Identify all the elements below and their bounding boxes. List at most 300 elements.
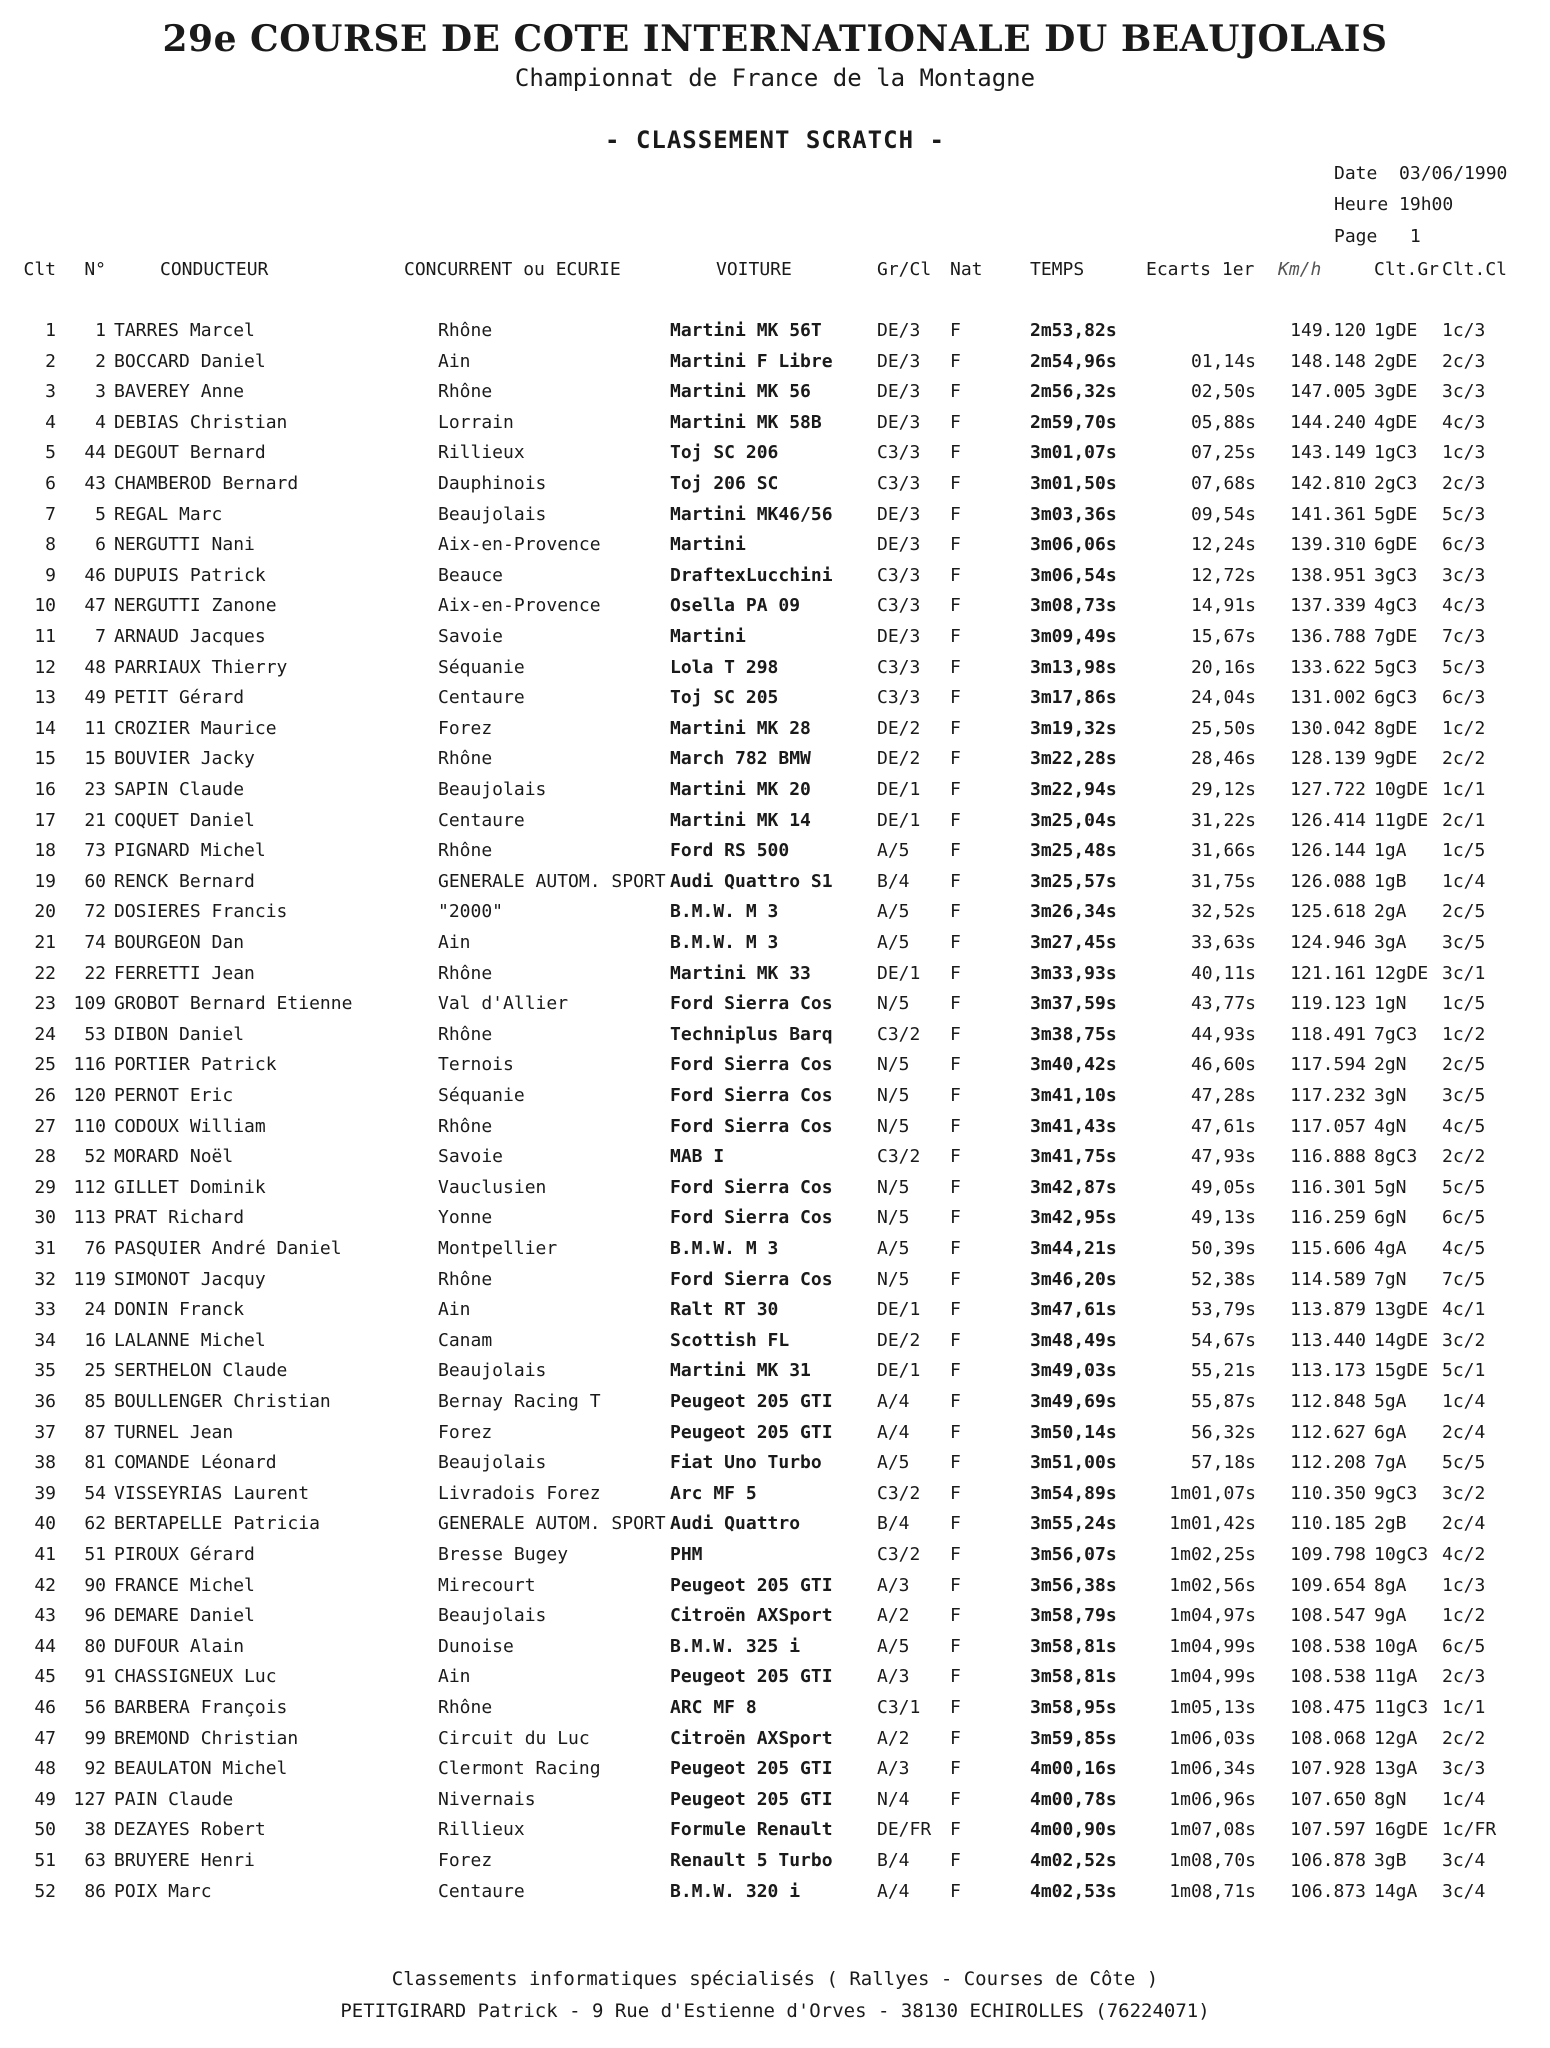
nationality-cell: F	[950, 656, 961, 678]
group-class-cell: DE/3	[877, 503, 921, 525]
time-cell: 2m59,70s	[1030, 411, 1117, 433]
table-row	[0, 1756, 1550, 1782]
car-cell: Martini MK 56T	[670, 320, 822, 341]
driver-cell: LALANNE Michel	[114, 1329, 266, 1351]
rank-cell: 33	[34, 1299, 56, 1321]
group-class-cell: A/5	[877, 840, 910, 862]
table-row	[0, 961, 1550, 987]
class-rank-cell: 1c/2	[1442, 717, 1486, 739]
time-cell: 3m25,57s	[1030, 870, 1117, 892]
team-cell: Séquanie	[438, 1085, 525, 1106]
number-cell: 63	[84, 1850, 106, 1871]
rank-cell: 44	[34, 1635, 56, 1657]
gap-cell: 05,88s	[1190, 411, 1256, 433]
nationality-cell: F	[950, 1421, 961, 1443]
group-class-cell: B/4	[877, 870, 910, 892]
number-cell: 90	[84, 1574, 106, 1596]
group-rank-cell: 8gC3	[1374, 1146, 1418, 1168]
time-cell: 3m46,20s	[1030, 1268, 1117, 1290]
class-rank-cell: 7c/5	[1442, 1268, 1486, 1290]
speed-cell: 112.208	[1290, 1452, 1366, 1474]
gap-cell: 47,28s	[1190, 1085, 1256, 1106]
group-rank-cell: 10gA	[1374, 1635, 1418, 1657]
table-row	[0, 1328, 1550, 1354]
driver-cell: BREMOND Christian	[114, 1727, 299, 1749]
nationality-cell: F	[950, 1482, 961, 1504]
class-rank-cell: 1c/FR	[1442, 1819, 1497, 1841]
car-cell: Audi Quattro	[670, 1513, 801, 1535]
class-rank-cell: 5c/5	[1442, 1176, 1486, 1198]
car-cell: Ralt RT 30	[670, 1299, 779, 1321]
car-cell: Peugeot 205 GTI	[670, 1391, 833, 1412]
driver-cell: COMANDE Léonard	[114, 1452, 277, 1474]
rank-cell: 25	[34, 1054, 56, 1076]
gap-cell: 1m06,34s	[1169, 1758, 1256, 1780]
car-cell: Ford Sierra Cos	[670, 1054, 833, 1076]
rank-cell: 20	[34, 901, 56, 923]
rank-cell: 46	[34, 1697, 56, 1718]
nationality-cell: F	[950, 626, 961, 647]
team-cell: Rhône	[438, 1115, 493, 1137]
class-rank-cell: 1c/4	[1442, 870, 1486, 892]
number-cell: 62	[84, 1513, 106, 1535]
nationality-cell: F	[950, 1268, 961, 1290]
driver-cell: CHASSIGNEUX Luc	[114, 1666, 277, 1688]
rank-cell: 2	[45, 350, 56, 372]
speed-cell: 108.068	[1290, 1727, 1366, 1749]
car-cell: MAB I	[670, 1146, 725, 1168]
rank-cell: 23	[34, 993, 56, 1015]
table-row	[0, 410, 1550, 436]
car-cell: Citroën AXSport	[670, 1727, 833, 1749]
team-cell: Forez	[438, 1421, 493, 1443]
group-class-cell: C3/3	[877, 564, 921, 586]
group-rank-cell: 14gA	[1374, 1880, 1418, 1902]
group-class-cell: C3/3	[877, 595, 921, 617]
group-class-cell: N/4	[877, 1788, 910, 1810]
rank-cell: 45	[34, 1666, 56, 1688]
gap-cell: 47,61s	[1190, 1115, 1256, 1137]
gap-cell: 57,18s	[1190, 1452, 1256, 1474]
class-rank-cell: 3c/5	[1442, 1085, 1486, 1106]
nationality-cell: F	[950, 595, 961, 617]
time-cell: 3m55,24s	[1030, 1513, 1117, 1535]
speed-cell: 115.606	[1290, 1238, 1366, 1259]
rank-cell: 22	[34, 962, 56, 984]
gap-cell: 55,21s	[1190, 1360, 1256, 1382]
driver-cell: DIBON Daniel	[114, 1023, 245, 1045]
rank-cell: 14	[34, 717, 56, 739]
time-cell: 3m41,10s	[1030, 1085, 1117, 1106]
team-cell: Ain	[438, 1299, 471, 1321]
rank-cell: 11	[34, 626, 56, 647]
group-rank-cell: 11gC3	[1374, 1697, 1429, 1718]
car-cell: Martini MK 28	[670, 717, 811, 739]
class-rank-cell: 3c/3	[1442, 1758, 1486, 1780]
group-rank-cell: 4gDE	[1374, 411, 1418, 433]
team-cell: Aix-en-Provence	[438, 534, 601, 556]
group-class-cell: B/4	[877, 1513, 910, 1535]
rank-cell: 42	[34, 1574, 56, 1596]
class-rank-cell: 3c/5	[1442, 932, 1486, 953]
time-cell: 3m58,79s	[1030, 1605, 1117, 1627]
group-class-cell: A/4	[877, 1391, 910, 1412]
driver-cell: NERGUTTI Zanone	[114, 595, 277, 617]
team-cell: Forez	[438, 717, 493, 739]
table-row	[0, 593, 1550, 619]
group-rank-cell: 2gA	[1374, 901, 1407, 923]
speed-cell: 124.946	[1290, 932, 1366, 953]
table-row	[0, 440, 1550, 466]
class-rank-cell: 1c/3	[1442, 442, 1486, 464]
time-cell: 3m27,45s	[1030, 932, 1117, 953]
gap-cell: 47,93s	[1190, 1146, 1256, 1168]
driver-cell: BOCCARD Daniel	[114, 350, 266, 372]
time-cell: 3m33,93s	[1030, 962, 1117, 984]
header-time: TEMPS	[1030, 259, 1085, 280]
time-cell: 3m03,36s	[1030, 503, 1117, 525]
rank-cell: 3	[45, 381, 56, 403]
team-cell: Bresse Bugey	[438, 1544, 569, 1565]
team-cell: Beaujolais	[438, 779, 547, 800]
team-cell: Séquanie	[438, 656, 525, 678]
table-row	[0, 930, 1550, 956]
time-cell: 3m56,07s	[1030, 1544, 1117, 1565]
group-class-cell: DE/1	[877, 962, 921, 984]
time-cell: 3m58,81s	[1030, 1666, 1117, 1688]
team-cell: Livradois Forez	[438, 1482, 601, 1504]
group-class-cell: N/5	[877, 1268, 910, 1290]
gap-cell: 1m02,56s	[1169, 1574, 1256, 1596]
number-cell: 46	[84, 564, 106, 586]
rank-cell: 50	[34, 1819, 56, 1841]
rank-cell: 15	[34, 748, 56, 770]
speed-cell: 137.339	[1290, 595, 1366, 617]
group-class-cell: A/3	[877, 1574, 910, 1596]
table-row	[0, 1175, 1550, 1201]
table-row	[0, 746, 1550, 772]
speed-cell: 142.810	[1290, 473, 1366, 494]
rank-cell: 41	[34, 1544, 56, 1565]
rank-cell: 17	[34, 809, 56, 831]
nationality-cell: F	[950, 1023, 961, 1045]
number-cell: 85	[84, 1391, 106, 1412]
table-row	[0, 1787, 1550, 1813]
rank-cell: 7	[45, 503, 56, 525]
table-row	[0, 869, 1550, 895]
rank-cell: 18	[34, 840, 56, 862]
gap-cell: 28,46s	[1190, 748, 1256, 770]
driver-cell: DEMARE Daniel	[114, 1605, 255, 1627]
nationality-cell: F	[950, 381, 961, 403]
car-cell: B.M.W. M 3	[670, 932, 779, 953]
speed-cell: 112.848	[1290, 1391, 1366, 1412]
class-rank-cell: 6c/5	[1442, 1207, 1486, 1229]
time-label: Heure 19h00	[1334, 194, 1454, 215]
car-cell: B.M.W. M 3	[670, 901, 779, 923]
table-row	[0, 1726, 1550, 1752]
team-cell: Rhône	[438, 320, 493, 341]
speed-cell: 130.042	[1290, 717, 1366, 739]
class-rank-cell: 3c/1	[1442, 962, 1486, 984]
class-rank-cell: 1c/4	[1442, 1788, 1486, 1810]
gap-cell: 31,22s	[1190, 809, 1256, 831]
table-row	[0, 808, 1550, 834]
nationality-cell: F	[950, 748, 961, 770]
team-cell: Beaujolais	[438, 1452, 547, 1474]
time-cell: 3m49,03s	[1030, 1360, 1117, 1382]
group-class-cell: C3/3	[877, 473, 921, 494]
time-cell: 3m06,54s	[1030, 564, 1117, 586]
nationality-cell: F	[950, 1391, 961, 1412]
group-rank-cell: 1gC3	[1374, 442, 1418, 464]
group-class-cell: A/5	[877, 1452, 910, 1474]
team-cell: Centaure	[438, 1880, 525, 1902]
header-class-rank: Clt.Cl	[1442, 259, 1508, 280]
driver-cell: DEZAYES Robert	[114, 1819, 266, 1841]
speed-cell: 108.538	[1290, 1666, 1366, 1688]
gap-cell: 1m01,42s	[1169, 1513, 1256, 1535]
class-rank-cell: 1c/3	[1442, 320, 1486, 341]
group-class-cell: DE/2	[877, 717, 921, 739]
driver-cell: PAIN Claude	[114, 1788, 234, 1810]
nationality-cell: F	[950, 962, 961, 984]
group-class-cell: DE/3	[877, 534, 921, 556]
number-cell: 22	[84, 962, 106, 984]
team-cell: Clermont Racing	[438, 1758, 601, 1780]
table-row	[0, 1542, 1550, 1568]
team-cell: Beauce	[438, 564, 504, 586]
class-rank-cell: 2c/1	[1442, 809, 1486, 831]
driver-cell: BEAULATON Michel	[114, 1758, 288, 1780]
group-class-cell: A/3	[877, 1666, 910, 1688]
group-rank-cell: 9gC3	[1374, 1482, 1418, 1504]
driver-cell: SAPIN Claude	[114, 779, 245, 800]
group-rank-cell: 15gDE	[1374, 1360, 1429, 1382]
time-cell: 2m53,82s	[1030, 320, 1117, 341]
group-rank-cell: 12gDE	[1374, 962, 1429, 984]
team-cell: Savoie	[438, 626, 504, 647]
number-cell: 72	[84, 901, 106, 923]
time-cell: 3m40,42s	[1030, 1054, 1117, 1076]
speed-cell: 141.361	[1290, 503, 1366, 525]
driver-cell: BOURGEON Dan	[114, 932, 245, 953]
team-cell: Canam	[438, 1329, 493, 1351]
driver-cell: PASQUIER André Daniel	[114, 1238, 342, 1259]
number-cell: 47	[84, 595, 106, 617]
table-row	[0, 685, 1550, 711]
car-cell: Techniplus Barq	[670, 1023, 833, 1045]
nationality-cell: F	[950, 473, 961, 494]
table-row	[0, 532, 1550, 558]
driver-cell: PERNOT Eric	[114, 1085, 234, 1106]
rank-cell: 37	[34, 1421, 56, 1443]
nationality-cell: F	[950, 1635, 961, 1657]
group-rank-cell: 7gDE	[1374, 626, 1418, 647]
number-cell: 23	[84, 779, 106, 800]
table-row	[0, 838, 1550, 864]
rank-cell: 12	[34, 656, 56, 678]
rank-cell: 1	[45, 320, 56, 341]
speed-cell: 125.618	[1290, 901, 1366, 923]
group-class-cell: C3/3	[877, 656, 921, 678]
class-rank-cell: 2c/4	[1442, 1513, 1486, 1535]
class-rank-cell: 1c/2	[1442, 1023, 1486, 1045]
car-cell: Osella PA 09	[670, 595, 801, 617]
team-cell: Rillieux	[438, 1819, 525, 1841]
car-cell: Peugeot 205 GTI	[670, 1788, 833, 1810]
table-row	[0, 1389, 1550, 1415]
table-row	[0, 624, 1550, 650]
driver-cell: SIMONOT Jacquy	[114, 1268, 266, 1290]
number-cell: 60	[84, 870, 106, 892]
car-cell: Martini	[670, 626, 746, 647]
class-rank-cell: 5c/1	[1442, 1360, 1486, 1382]
group-class-cell: C3/2	[877, 1544, 921, 1565]
header-team: CONCURRENT ou ECURIE	[404, 259, 621, 280]
team-cell: Nivernais	[438, 1788, 536, 1810]
driver-cell: DEBIAS Christian	[114, 411, 288, 433]
class-rank-cell: 2c/5	[1442, 1054, 1486, 1076]
nationality-cell: F	[950, 1054, 961, 1076]
driver-cell: TARRES Marcel	[114, 320, 255, 341]
driver-cell: DEGOUT Bernard	[114, 442, 266, 464]
driver-cell: BOULLENGER Christian	[114, 1391, 331, 1412]
speed-cell: 117.594	[1290, 1054, 1366, 1076]
class-rank-cell: 7c/3	[1442, 626, 1486, 647]
speed-cell: 114.589	[1290, 1268, 1366, 1290]
class-rank-cell: 4c/3	[1442, 595, 1486, 617]
time-cell: 3m22,94s	[1030, 779, 1117, 800]
team-cell: Rhône	[438, 1268, 493, 1290]
nationality-cell: F	[950, 1697, 961, 1718]
class-rank-cell: 6c/5	[1442, 1635, 1486, 1657]
gap-cell: 24,04s	[1190, 687, 1256, 709]
car-cell: PHM	[670, 1544, 703, 1565]
group-class-cell: DE/3	[877, 626, 921, 647]
number-cell: 99	[84, 1727, 106, 1749]
group-rank-cell: 4gA	[1374, 1238, 1407, 1259]
group-class-cell: C3/2	[877, 1482, 921, 1504]
driver-cell: COQUET Daniel	[114, 809, 255, 831]
page-number: Page 1	[1334, 226, 1421, 247]
gap-cell: 25,50s	[1190, 717, 1256, 739]
speed-cell: 106.873	[1290, 1880, 1366, 1902]
car-cell: Martini MK 58B	[670, 411, 822, 433]
group-class-cell: A/2	[877, 1605, 910, 1627]
class-rank-cell: 3c/2	[1442, 1482, 1486, 1504]
class-rank-cell: 1c/3	[1442, 1574, 1486, 1596]
number-cell: 16	[84, 1329, 106, 1351]
group-class-cell: N/5	[877, 1207, 910, 1229]
nationality-cell: F	[950, 1299, 961, 1321]
class-rank-cell: 3c/4	[1442, 1880, 1486, 1902]
team-cell: Rillieux	[438, 442, 525, 464]
speed-cell: 107.650	[1290, 1788, 1366, 1810]
table-row	[0, 1297, 1550, 1323]
nationality-cell: F	[950, 1360, 961, 1382]
time-cell: 3m25,04s	[1030, 809, 1117, 831]
class-rank-cell: 2c/4	[1442, 1421, 1486, 1443]
car-cell: Citroën AXSport	[670, 1605, 833, 1627]
team-cell: Centaure	[438, 809, 525, 831]
group-class-cell: A/3	[877, 1758, 910, 1780]
number-cell: 74	[84, 932, 106, 953]
group-class-cell: N/5	[877, 1054, 910, 1076]
rank-cell: 29	[34, 1176, 56, 1198]
group-class-cell: DE/3	[877, 411, 921, 433]
rank-cell: 9	[45, 564, 56, 586]
nationality-cell: F	[950, 564, 961, 586]
nationality-cell: F	[950, 1574, 961, 1596]
car-cell: Scottish FL	[670, 1329, 790, 1351]
car-cell: Ford Sierra Cos	[670, 1115, 833, 1137]
time-cell: 3m48,49s	[1030, 1329, 1117, 1351]
speed-cell: 148.148	[1290, 350, 1366, 372]
number-cell: 43	[84, 473, 106, 494]
gap-cell: 02,50s	[1190, 381, 1256, 403]
car-cell: Arc MF 5	[670, 1482, 757, 1504]
car-cell: Ford Sierra Cos	[670, 1207, 833, 1229]
time-cell: 3m06,06s	[1030, 534, 1117, 556]
group-rank-cell: 11gDE	[1374, 809, 1429, 831]
nationality-cell: F	[950, 350, 961, 372]
table-row	[0, 1267, 1550, 1293]
number-cell: 1	[95, 320, 106, 341]
group-class-cell: A/2	[877, 1727, 910, 1749]
class-rank-cell: 2c/3	[1442, 1666, 1486, 1688]
group-class-cell: N/5	[877, 1176, 910, 1198]
number-cell: 116	[73, 1054, 106, 1076]
team-cell: Val d'Allier	[438, 993, 569, 1015]
group-rank-cell: 1gB	[1374, 870, 1407, 892]
group-rank-cell: 16gDE	[1374, 1819, 1429, 1841]
car-cell: Toj SC 205	[670, 687, 779, 709]
group-rank-cell: 1gDE	[1374, 320, 1418, 341]
group-class-cell: C3/1	[877, 1697, 921, 1718]
table-row	[0, 1450, 1550, 1476]
rank-cell: 5	[45, 442, 56, 464]
car-cell: Martini	[670, 534, 746, 556]
speed-cell: 118.491	[1290, 1023, 1366, 1045]
group-class-cell: A/5	[877, 1635, 910, 1657]
car-cell: ARC MF 8	[670, 1697, 757, 1718]
speed-cell: 126.414	[1290, 809, 1366, 831]
header-group-rank: Clt.Gr	[1374, 259, 1440, 280]
nationality-cell: F	[950, 534, 961, 556]
rank-cell: 47	[34, 1727, 56, 1749]
gap-cell: 14,91s	[1190, 595, 1256, 617]
gap-cell: 33,63s	[1190, 932, 1256, 953]
table-row	[0, 899, 1550, 925]
car-cell: Martini MK 31	[670, 1360, 811, 1382]
class-rank-cell: 4c/5	[1442, 1238, 1486, 1259]
team-cell: Aix-en-Provence	[438, 595, 601, 617]
speed-cell: 109.654	[1290, 1574, 1366, 1596]
car-cell: B.M.W. M 3	[670, 1238, 779, 1259]
gap-cell: 1m08,70s	[1169, 1850, 1256, 1871]
gap-cell: 50,39s	[1190, 1238, 1256, 1259]
speed-cell: 116.301	[1290, 1176, 1366, 1198]
car-cell: Lola T 298	[670, 656, 779, 678]
gap-cell: 53,79s	[1190, 1299, 1256, 1321]
table-row	[0, 1573, 1550, 1599]
driver-cell: DUPUIS Patrick	[114, 564, 266, 586]
nationality-cell: F	[950, 1727, 961, 1749]
table-row	[0, 502, 1550, 528]
time-cell: 3m19,32s	[1030, 717, 1117, 739]
rank-cell: 10	[34, 595, 56, 617]
